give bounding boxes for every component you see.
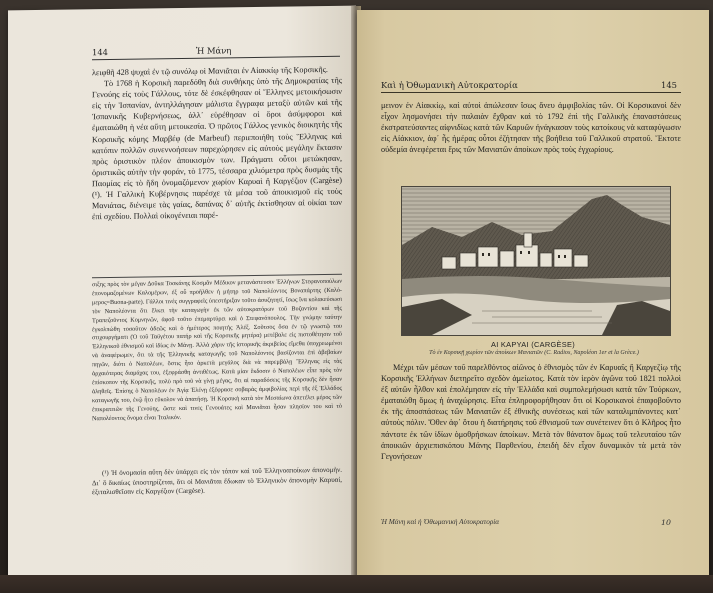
page-number-left: 144 [92,47,108,58]
right-page [357,10,709,582]
signature-line: Ἡ Μάνη καὶ ἡ Ὀθωμανικὴ Αὐτοκρατορία [381,518,500,526]
figure-caption-subtitle: Τὸ ἐν Κορσικῇ χωρίον τῶν ἀποίκων Μανιατῶν (C. Radios, Napoléon 1er et la Grèce.) [429,350,639,356]
running-head-right: Καὶ ἡ Ὀθωμανικὴ Αὐτοκρατορία [381,80,518,90]
running-head-left: Ἡ Μάνη [196,45,232,56]
right-body-text-bottom [381,362,681,512]
left-body-text [92,64,342,275]
paragraph: λειφθῆ 428 ψυχαὶ ἐν τῷ συνόλῳ οἱ Μανιᾶται ἐν Αἰακκίῳ τῆς Κορσικῆς. [92,64,328,78]
header-rule [381,92,681,93]
left-page [8,6,356,589]
paragraph: μεινον ἐν Αἰακκίῳ, καὶ αὐτοὶ ἀπώλεσαν ἴσως ἄνευ ἀμφιβολίας τῶν. Οἱ Κορσικανοὶ δὲν εἶχον λησμονήσει τὴν παλαιὰν ἔχθραν καὶ τὸ 1792 ἐπὶ τῆς Γαλλικῆς ἐπαναστάσεως ἐκστρατεύσαντες αἰφνιδίως κατὰ τῶν Καρυῶν ἠνάγκασαν τοὺς κατοίκους νὰ καταφύγωσιν εἰς Αἰάκκιον, ἀφ᾽ ἧς ἡμέρας οὗτοι ἐζήτησαν τῆς βοήθεια τοῦ Γαλλικοῦ στρατοῦ. Ἔκτοτε οὐδεμία ἀνεφέρεται ἔρις τῶν Μανιατῶν ἀποίκων πρὸς τοὺς ἐγχωρίους. [381,101,681,155]
figure-caption-title: ΑΙ ΚΑΡΥΑΙ (CARGÈSE) [490,340,575,349]
cargese-engraving [401,186,671,336]
table-surface [0,575,713,593]
footnote-text: (¹) Ἡ ὀνομασία αὕτη δὲν ὑπάρχει εἰς τὸν τόπον καὶ τοῦ Ἑλληνοαποίκων ἀπονομὴν. Δι᾽ ὃ δικαίως ὑποστηρίζεται, ὅτι οἱ Μανιᾶται ἔδωκαν τὸ Ἑλληνικὸν ἀπονομὴν Καρυαί, ἐξιταλισθεῖσαν εἰς Καργέζιον (Cargèse). [92,465,342,497]
footnote-1 [92,466,342,505]
footnote-text: σιξης πρὸς τὸν μέγαν Δοῦκα Τοσκάνης Κοσμᾶν Μέδικον μετανάστευσιν Ἑλλήνων Στεφανοπούλων ἐπονομαζομένων Καλομέρων, ἐξ οὗ προῆλθεν ἡ μήτηρ τοῦ Ναπολέοντος Βοναπάρτης (Καλό-μερος=Buona-parte). Γάλλοι τινὲς συγγραφεῖς ὑπεστήριξαν τοῦτο ἀσυζητητί, ἴσως ἵνα κολακεύσωσι τὸν Ναπολέοντα ὅτι ἔλκει τὴν καταγωγὴν ἐκ τῶν αὐτοκρατόρων τοῦ Βυζαντίου καὶ τῆς Τραπεζοῦντος Κομνηνῶν, ἀφοῦ τοῦτο ἐπεμαρτύρει καὶ ὁ Στεφανόπουλος. Τὴν γνώμην ταύτην ἐγκολπώθη τοσοῦτον ἀδεῶς καὶ ὁ ἡμέτερος ποιητὴς Ἀλέξ. Σοῦτσος ὅσα ἐν τῷ γνωστῷ του στιχουργήματι (Ὁ τοῦ Ταϋγέτου πατήρ καὶ τῆς Κορσικῆς μητέρα) μετέβαλε εἰς πιστοθέτησιν τοῦ Ἑλληνικοῦ ἐθνισμοῦ καὶ ἰδίως ἐν Μάνῃ. Ἀλλὰ χάριν τῆς ἱστορικῆς ἀκριβείας εἴμεθα ὑποχρεωμένοι νὰ ἀναφέρωμεν, ὅτι τὰ τῆς Ἑλληνικῆς καταγωγῆς τοῦ Ναπολέοντος βασίζονται ἐπὶ ἀβεβαίων πηγῶν, διότι ὁ Ναπολέων, ὅστις ἦτο ἀρκετὰ μεγάλος διὰ νὰ παρεμβάλῃ Ἕλληνας εἰς τὰς ἀρχαιότερας διαμάχας του, ἐξεφράσθη ἀντιθέτως. Κατὰ μίαν ἔκδοσιν ὁ Ναπολέων εἶπε πρὸς τὸν ἐπίσκοπον τῆς Κορσικῆς, πολὺ πρὸ τοῦ νὰ γίνῃ μέγας, ὅτι αἱ παραδόσεις τῆς Κορσικῆς δὲν ἦσαν ἀληθεῖς. Ἐπίσης ὁ Ναπολέων ἐν Ἀγίᾳ Ἑλένῃ ἐξέφρασε σοβαρὰς ἀμφιβολίας περὶ τῆς ἐξ Ἑλλάδος καταγωγῆς του, ἐνῷ ἦτο εὔκολον νὰ ἀπατήσῃ. Ἡ Κορσικὴ κατὰ τὸν Μεσαίωνα ἀπετέλει μέρος τῶν ἐπικρατειῶν τῆς Γενούης, ὥστε καὶ τινες Γενουάτες καὶ Μανιᾶται ἦσαν πλησίον του καὶ τὸ Ναπολέοντος ὄνομα εἶναι Ἰταλικόν. [92,277,342,422]
paragraph: Μέχρι τῶν μέσων τοῦ παρελθόντος αἰῶνος ὁ ἐθνισμὸς τῶν ἐν Καρυαῖς ἢ Καργεζίῳ τῆς Κορσικῆς Ἑλλήνων διετηρεῖτο σχεδὸν ἀμείωτος. Κατὰ τὸν ἱερὸν ἀγῶνα τοῦ 1821 πολλοὶ ἐξ αὐτῶν ἦλθον καὶ ἐπολέμησαν εἰς τὴν Ἑλλάδα καὶ συμπολεμήσωσι κατὰ τῶν Τούρκων, ἐματαιώθη ὅμως ἡ ἀναχώρησις. Εἶτα ἐπληροφορήθησαν ὅτι οἱ Κορσικανοὶ ἐπαφοβοῦντο ἐκ τῆς ἀποσπάσεως τῶν Μανιατῶν ἐξ ἐθνικῆς συνέσεως καὶ τῶν καταλιμπάνοντες κατ᾽ αὐτοὺς πόλιν. Ὄθεν ἀφ᾽ ὅτου ἡ διατήρησις τοῦ ἐθνισμοῦ των συνέτεινεν ὅτι ὁ Κλῆρος ἦτο πάντοτε ἐκ τῶν ἰδίων ὁμοθρήσκων ἀποίκων. Μετὰ τὸν θάνατον ὅμως τοῦ τελευταίου τῶν ἀποικιῶν ἀρχιεπισκόπου Μάνης Παρθενίου, ἐπειδὴ δὲν εἶχον δυναμικὸν τὰ μετὰ τὸν Γεγονήσεων [381,363,681,461]
footnote-continued [92,278,342,469]
header-rule [92,56,340,60]
signature-number: 10 [661,518,671,527]
right-body-text-top [381,100,681,178]
engraving-image [402,187,670,335]
page-number-right: 145 [661,80,677,90]
paragraph: Τὸ 1768 ἡ Κορσικὴ παρεδόθη διὰ συνθήκης ὑπὸ τῆς Δημοκρατίας τῆς Γενούης εἰς τοὺς Γάλλους, τότε δὲ ἐσκέφθησαν οἱ Ἕλληνες μετοικήσωσιν εἰς τὴν Ἰσπανίαν, ἀντηλλάγησαν μάλιστα ἔγγραφα μεταξὺ αὐτῶν καὶ τῆς Ἰσπανικῆς Κυβερνήσεως, ἀλλ᾽ εὑρέθησαν οἱ ὅροι ἀσύμφοροι καὶ ἐματαιώθη ἡ νέα αὕτη μετοικεσία. Ὁ πρῶτος Γάλλος γενικὸς διοικητὴς τῆς Κορσικῆς κόμης Μαρβέφ (de Marbeuf) περιεποιήθη τοὺς Ἕλληνας καὶ κατόπιν πολλῶν συνεννοήσεων παρεχώρησεν εἰς αὐτοὺς μεγάλην ἔκτασιν πρὸς ὁριστικὸν πλέον ἀποικισμὸν των. Πράγματι οὗτοι μετώκησαν, ὁριστικῶς αὐτὴν τὴν φοράν, τὸ 1775, τέσσαρα χιλιόμετρα πρὸς δυσμὰς τῆς Παομίας εἰς τὸ ἤδη ὀνομαζόμενον χωρίον Καρυαὶ ἢ Καργέζιον (Cargèse) (¹). Ἡ Γαλλικὴ Κυβέρνησις παρέσχε τὰ μέσα τοῦ ἀποικισμοῦ εἰς τοὺς Μανιάτας, διένειμε τὰς γαίας, δαπάνας δ᾽ αὐτῆς ἐκτίσθησαν αἱ οἰκίαι των ἐπὶ σχεδίου. Πολλαὶ οἰκογένειαι παρέ- [92,75,342,222]
